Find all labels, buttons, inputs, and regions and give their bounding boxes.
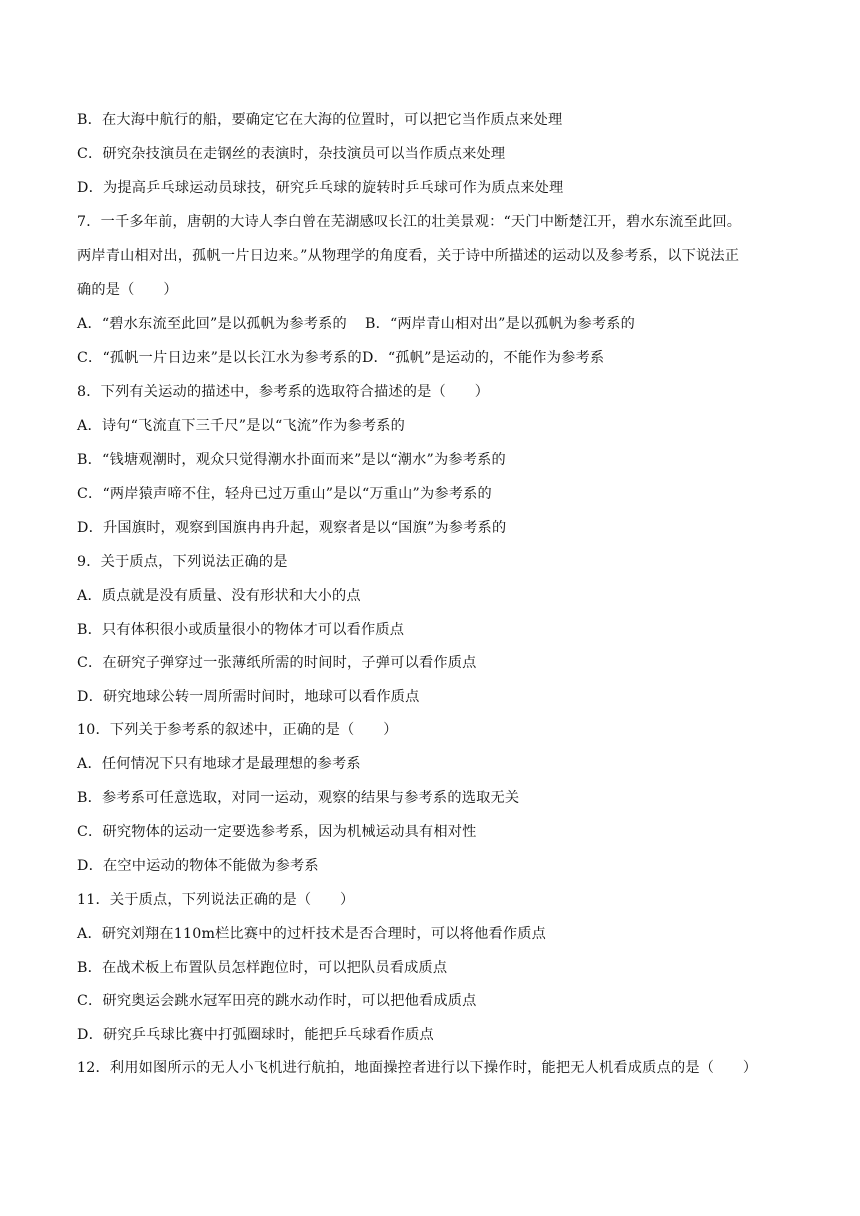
q6-option-b: B．在大海中航行的船，要确定它在大海的位置时，可以把它当作质点来处理 [77, 112, 563, 128]
q8-option-b: B．“钱塘观潮时，观众只觉得潮水扑面而来”是以“潮水”为参考系的 [77, 452, 506, 468]
q10-option-b: B．参考系可任意选取，对同一运动，观察的结果与参考系的选取无关 [77, 790, 520, 806]
q8-option-d: D．升国旗时，观察到国旗冉冉升起，观察者是以“国旗”为参考系的 [77, 520, 507, 536]
q7-stem-line-1: 7．一千多年前，唐朝的大诗人李白曾在芜湖感叹长江的壮美景观：“天门中断楚江开，碧水东流至此回。 [77, 214, 742, 230]
q10-option-a: A．任何情况下只有地球才是最理想的参考系 [77, 756, 361, 772]
q7-stem-line-3: 确的是（ ） [77, 282, 178, 298]
q8-option-c: C．“两岸猿声啼不住，轻舟已过万重山”是以“万重山”为参考系的 [77, 486, 492, 502]
q7-option-c: C．“孤帆一片日边来”是以长江水为参考系的 [77, 350, 362, 366]
q7-option-a: A．“碧水东流至此回”是以孤帆为参考系的 [77, 316, 347, 332]
q10-option-d: D．在空中运动的物体不能做为参考系 [77, 858, 319, 874]
q6-option-c: C．研究杂技演员在走钢丝的表演时，杂技演员可以当作质点来处理 [77, 146, 506, 162]
q7-options-row-1 [77, 314, 635, 334]
q9-option-c: C．在研究子弹穿过一张薄纸所需的时间时，子弹可以看作质点 [77, 655, 477, 671]
q9-option-d: D．研究地球公转一周所需时间时，地球可以看作质点 [77, 689, 420, 705]
q8-option-a: A．诗句“飞流直下三千尺”是以“飞流”作为参考系的 [77, 418, 406, 434]
q10-stem: 10．下列关于参考系的叙述中，正确的是（ ） [77, 722, 398, 738]
q11-option-c: C．研究奥运会跳水冠军田亮的跳水动作时，可以把他看成质点 [77, 993, 477, 1009]
q11-option-b: B．在战术板上布置队员怎样跑位时，可以把队员看成质点 [77, 960, 448, 976]
q7-options-row-2 [77, 348, 604, 368]
q9-stem: 9．关于质点，下列说法正确的是 [77, 554, 288, 570]
q9-option-b: B．只有体积很小或质量很小的物体才可以看作质点 [77, 622, 405, 638]
q11-option-a: A．研究刘翔在110m栏比赛中的过杆技术是否合理时，可以将他看作质点 [77, 926, 547, 942]
q12-stem: 12．利用如图所示的无人小飞机进行航拍，地面操控者进行以下操作时，能把无人机看成质点的是（ ） [77, 1060, 758, 1076]
q10-option-c: C．研究物体的运动一定要选参考系，因为机械运动具有相对性 [77, 824, 477, 840]
q7-stem-line-2: 两岸青山相对出，孤帆一片日边来。”从物理学的角度看，关于诗中所描述的运动以及参考系，以下说法正 [77, 248, 740, 264]
q6-option-d: D．为提高乒乓球运动员球技，研究乒乓球的旋转时乒乓球可作为质点来处理 [77, 180, 564, 196]
q8-stem: 8．下列有关运动的描述中，参考系的选取符合描述的是（ ） [77, 384, 490, 400]
q7-option-b: B．“两岸青山相对出”是以孤帆为参考系的 [364, 316, 636, 332]
q11-stem: 11．关于质点，下列说法正确的是（ ） [77, 892, 355, 908]
q9-option-a: A．质点就是没有质量、没有形状和大小的点 [77, 588, 361, 604]
q7-option-d: D．“孤帆”是运动的，不能作为参考系 [361, 350, 605, 366]
q11-option-d: D．研究乒乓球比赛中打弧圈球时，能把乒乓球看作质点 [77, 1027, 434, 1043]
